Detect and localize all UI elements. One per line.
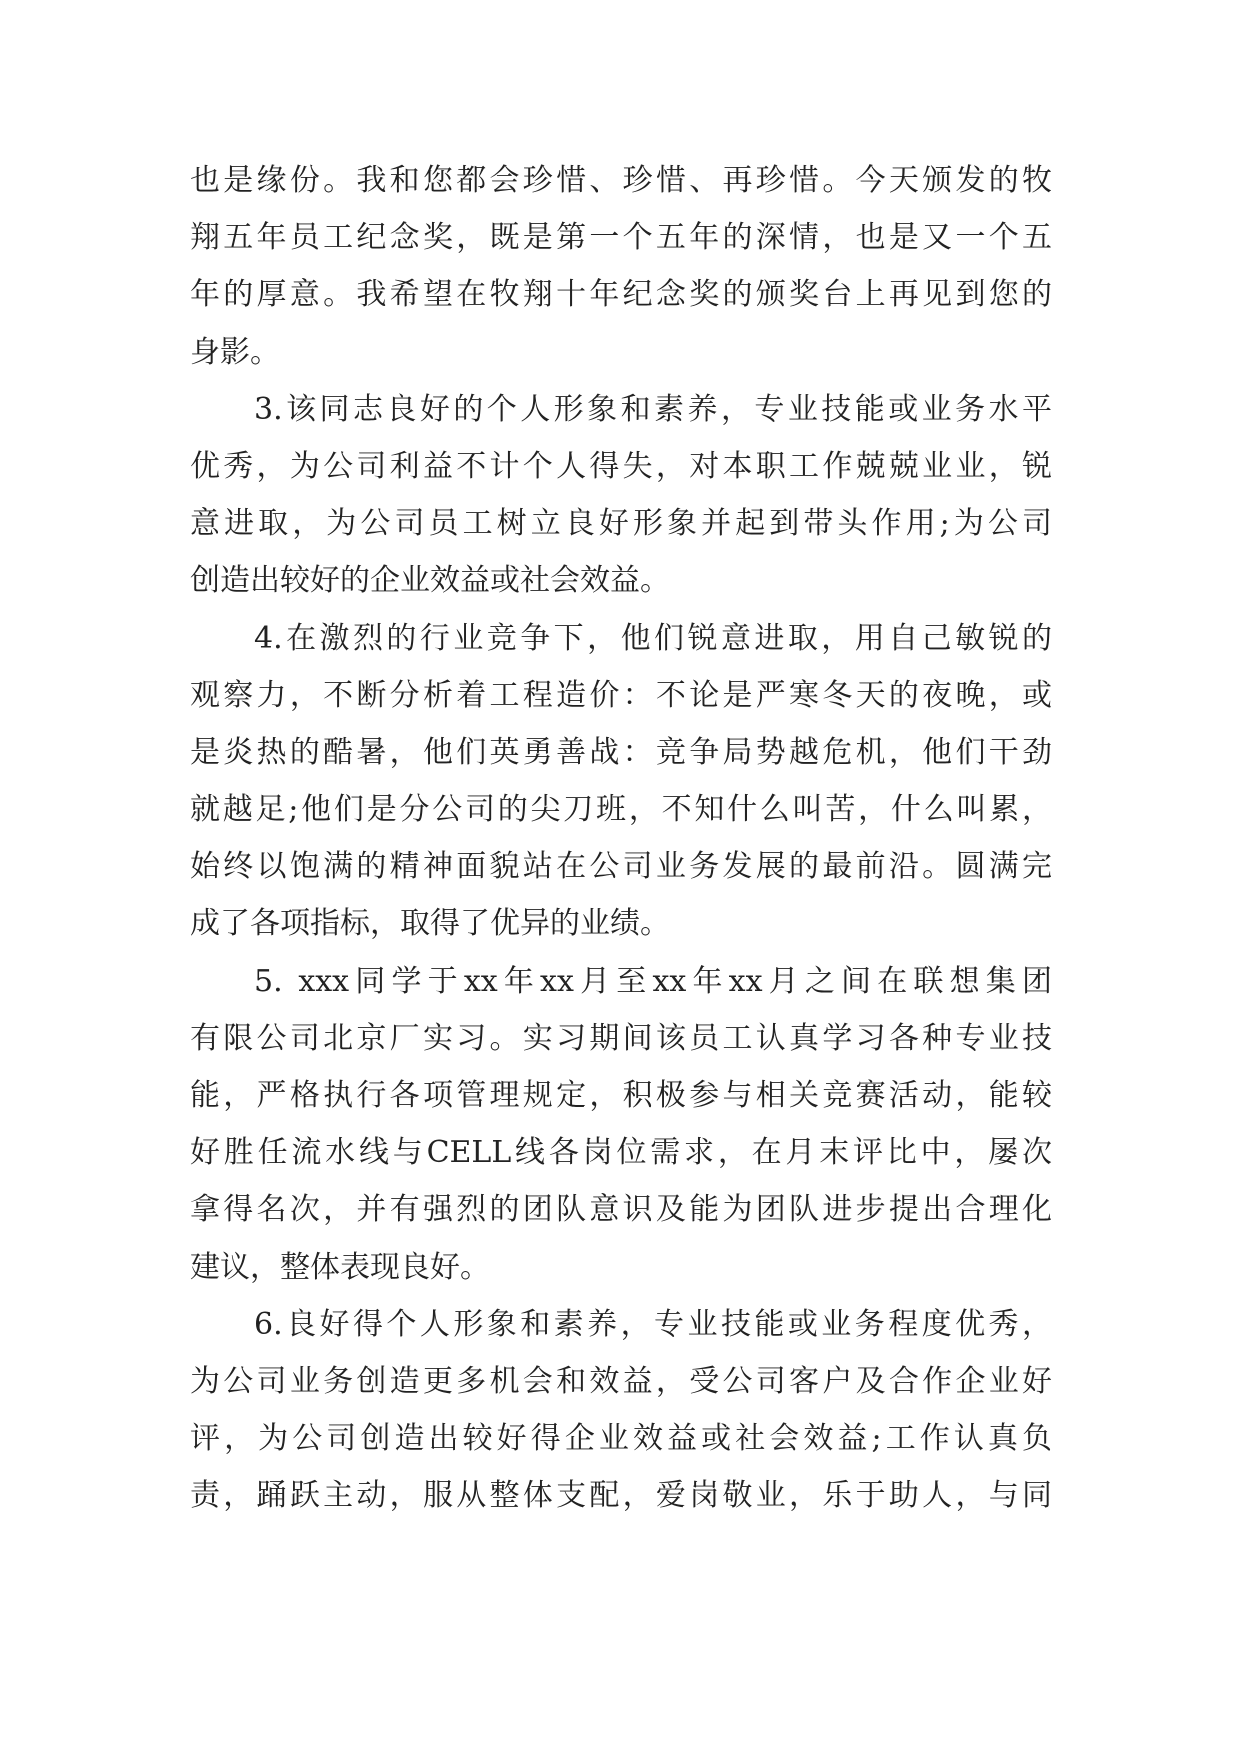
text-line: 始终以饱满的精神面貌站在公司业务发展的最前沿。圆满完 bbox=[190, 849, 1052, 885]
text-line: 3.该同志良好的个人形象和素养，专业技能或业务水平 bbox=[254, 391, 1052, 427]
text-line: 5. xxx同学于xx年xx月至xx年xx月之间在联想集团 bbox=[254, 963, 1052, 999]
paragraph bbox=[190, 381, 1052, 610]
text-line: 评，为公司创造出较好得企业效益或社会效益;工作认真负 bbox=[190, 1421, 1052, 1457]
paragraph bbox=[190, 953, 1052, 1296]
text-line: 观察力，不断分析着工程造价：不论是严寒冬天的夜晚，或 bbox=[190, 677, 1052, 713]
text-line: 就越足;他们是分公司的尖刀班，不知什么叫苦，什么叫累， bbox=[190, 792, 1052, 828]
text-line: 是炎热的酷暑，他们英勇善战：竞争局势越危机，他们干劲 bbox=[190, 734, 1052, 770]
text-line: 为公司业务创造更多机会和效益，受公司客户及合作企业好 bbox=[190, 1363, 1052, 1399]
text-line: 身影。 bbox=[190, 334, 280, 370]
text-line: 能，严格执行各项管理规定，积极参与相关竞赛活动，能较 bbox=[190, 1078, 1052, 1113]
text-line: 拿得名次，并有强烈的团队意识及能为团队进步提出合理化 bbox=[190, 1192, 1052, 1228]
text-line: 责，踊跃主动，服从整体支配，爱岗敬业，乐于助人，与同 bbox=[190, 1478, 1052, 1514]
text-line: 有限公司北京厂实习。实习期间该员工认真学习各种专业技 bbox=[190, 1020, 1052, 1056]
text-line: 创造出较好的企业效益或社会效益。 bbox=[190, 563, 670, 599]
text-line: 也是缘份。我和您都会珍惜、珍惜、再珍惜。今天颁发的牧 bbox=[190, 163, 1052, 198]
text-line: 年的厚意。我希望在牧翔十年纪念奖的颁奖台上再见到您的 bbox=[190, 277, 1052, 313]
paragraph bbox=[190, 152, 1052, 381]
paragraph bbox=[190, 610, 1052, 953]
text-line: 建议，整体表现良好。 bbox=[190, 1249, 490, 1285]
paragraph bbox=[190, 1296, 1052, 1525]
text-line: 意进取，为公司员工树立良好形象并起到带头作用;为公司 bbox=[190, 506, 1052, 542]
text-line: 6.良好得个人形象和素养，专业技能或业务程度优秀， bbox=[254, 1306, 1052, 1342]
text-line: 成了各项指标，取得了优异的业绩。 bbox=[190, 906, 670, 942]
text-line: 4.在激烈的行业竞争下，他们锐意进取，用自己敏锐的 bbox=[254, 620, 1052, 656]
text-line: 优秀，为公司利益不计个人得失，对本职工作兢兢业业，锐 bbox=[190, 448, 1052, 484]
document-body bbox=[190, 152, 1052, 1525]
text-line: 翔五年员工纪念奖，既是第一个五年的深情，也是又一个五 bbox=[190, 220, 1052, 256]
text-line: 好胜任流水线与CELL线各岗位需求，在月末评比中，屡次 bbox=[190, 1135, 1052, 1171]
